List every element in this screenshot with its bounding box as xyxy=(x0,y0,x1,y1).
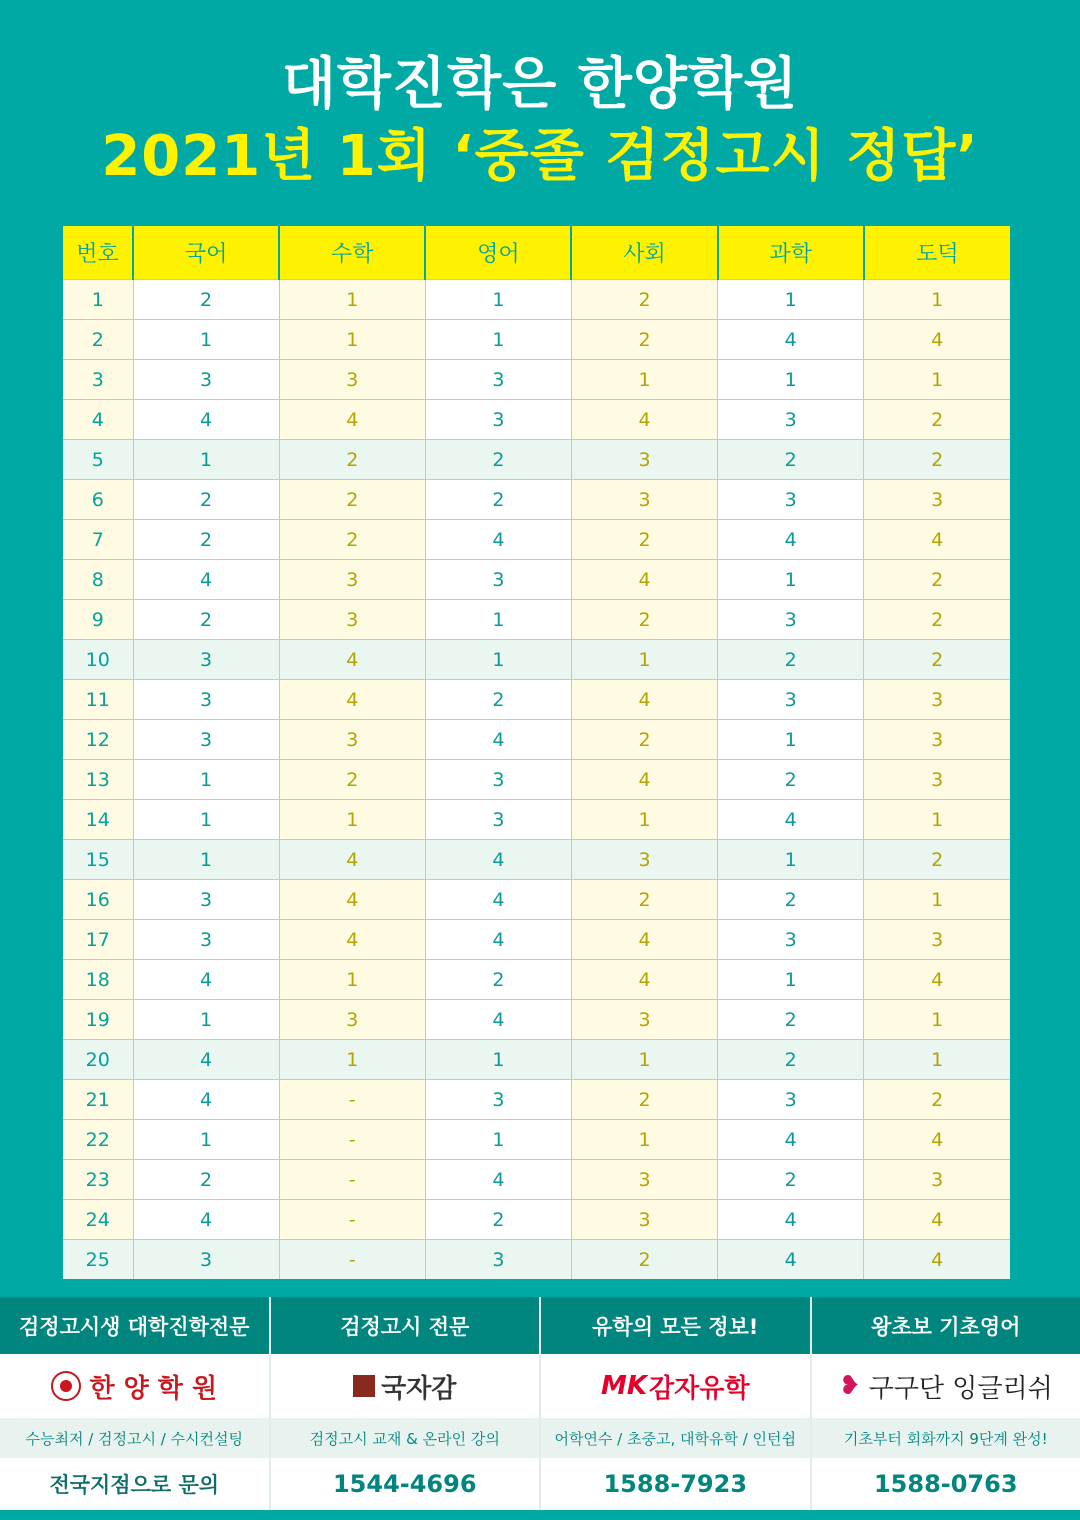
cell-math: 4 xyxy=(279,400,425,440)
cell-number: 2 xyxy=(63,320,133,360)
ad-logo xyxy=(0,1354,269,1418)
cell-korean: 4 xyxy=(133,1080,279,1120)
cell-korean: 2 xyxy=(133,520,279,560)
cell-math: 4 xyxy=(279,880,425,920)
cell-social: 4 xyxy=(571,960,717,1000)
cell-math: 1 xyxy=(279,800,425,840)
cell-number: 14 xyxy=(63,800,133,840)
cell-english: 1 xyxy=(425,1120,571,1160)
cell-math: 4 xyxy=(279,640,425,680)
cell-math: 1 xyxy=(279,960,425,1000)
cell-english: 4 xyxy=(425,520,571,560)
page-title: 대학진학은 한양학원 xyxy=(281,52,799,117)
table-row xyxy=(63,360,1010,400)
table-row xyxy=(63,440,1010,480)
ad-description: 수능최저 / 검정고시 / 수시컨설팅 xyxy=(0,1418,269,1458)
cell-social: 4 xyxy=(571,680,717,720)
table-row xyxy=(63,1000,1010,1040)
ad-description: 어학연수 / 초중고, 대학유학 / 인턴쉽 xyxy=(541,1418,810,1458)
ad-contact[interactable]: 1588-7923 xyxy=(541,1458,810,1510)
cell-ethics: 4 xyxy=(864,960,1010,1000)
cell-ethics: 1 xyxy=(864,800,1010,840)
cell-english: 1 xyxy=(425,280,571,320)
cell-science: 4 xyxy=(718,800,864,840)
cell-math: 4 xyxy=(279,680,425,720)
table-row xyxy=(63,680,1010,720)
table-row xyxy=(63,880,1010,920)
cell-english: 4 xyxy=(425,880,571,920)
cell-math: 4 xyxy=(279,840,425,880)
cell-english: 3 xyxy=(425,1080,571,1120)
cell-english: 1 xyxy=(425,640,571,680)
table-row xyxy=(63,1040,1010,1080)
table-row xyxy=(63,800,1010,840)
ad-heading: 검정고시 전문 xyxy=(271,1297,540,1354)
ad-description: 검정고시 교재 & 온라인 강의 xyxy=(271,1418,540,1458)
cell-korean: 4 xyxy=(133,560,279,600)
table-row xyxy=(63,760,1010,800)
cell-science: 2 xyxy=(718,640,864,680)
cell-number: 16 xyxy=(63,880,133,920)
cell-ethics: 4 xyxy=(864,1200,1010,1240)
logo-text: 감자유학 xyxy=(649,1373,750,1404)
cell-number: 5 xyxy=(63,440,133,480)
cell-ethics: 4 xyxy=(864,1120,1010,1160)
cell-korean: 3 xyxy=(133,1240,279,1280)
table-header-row xyxy=(63,226,1010,280)
cell-ethics: 2 xyxy=(864,400,1010,440)
cell-ethics: 4 xyxy=(864,520,1010,560)
ad-heading: 유학의 모든 정보! xyxy=(541,1297,810,1354)
cell-science: 3 xyxy=(718,400,864,440)
table-row xyxy=(63,1120,1010,1160)
cell-ethics: 3 xyxy=(864,1160,1010,1200)
cell-korean: 3 xyxy=(133,720,279,760)
table-row xyxy=(63,1200,1010,1240)
cell-ethics: 1 xyxy=(864,360,1010,400)
cell-ethics: 1 xyxy=(864,1000,1010,1040)
cell-korean: 4 xyxy=(133,960,279,1000)
cell-korean: 3 xyxy=(133,360,279,400)
cell-korean: 4 xyxy=(133,1200,279,1240)
table-row xyxy=(63,560,1010,600)
cell-english: 3 xyxy=(425,360,571,400)
cell-english: 2 xyxy=(425,480,571,520)
cell-number: 25 xyxy=(63,1240,133,1280)
ad-logo xyxy=(812,1354,1080,1418)
cell-math: 1 xyxy=(279,280,425,320)
logo-text: 국자감 xyxy=(381,1373,457,1404)
cell-korean: 3 xyxy=(133,640,279,680)
cell-number: 12 xyxy=(63,720,133,760)
cell-number: 15 xyxy=(63,840,133,880)
mk-logo-prefix: MK xyxy=(601,1371,648,1401)
cell-korean: 1 xyxy=(133,800,279,840)
cell-english: 4 xyxy=(425,720,571,760)
cell-social: 2 xyxy=(571,880,717,920)
header-science: 과학 xyxy=(718,226,864,280)
cell-korean: 1 xyxy=(133,760,279,800)
cell-ethics: 4 xyxy=(864,1240,1010,1280)
cell-english: 4 xyxy=(425,1160,571,1200)
cell-number: 23 xyxy=(63,1160,133,1200)
cell-english: 4 xyxy=(425,1000,571,1040)
cell-korean: 2 xyxy=(133,600,279,640)
cell-social: 1 xyxy=(571,640,717,680)
table-row xyxy=(63,640,1010,680)
cell-ethics: 3 xyxy=(864,480,1010,520)
cell-number: 22 xyxy=(63,1120,133,1160)
header-number: 번호 xyxy=(63,226,133,280)
cell-math: 3 xyxy=(279,720,425,760)
cell-social: 3 xyxy=(571,1160,717,1200)
cell-science: 4 xyxy=(718,1240,864,1280)
cell-social: 2 xyxy=(571,520,717,560)
cell-ethics: 1 xyxy=(864,1040,1010,1080)
cell-social: 3 xyxy=(571,440,717,480)
table-row xyxy=(63,480,1010,520)
cell-science: 3 xyxy=(718,480,864,520)
cell-social: 1 xyxy=(571,800,717,840)
cell-english: 3 xyxy=(425,1240,571,1280)
table-row xyxy=(63,280,1010,320)
cell-social: 1 xyxy=(571,1120,717,1160)
cell-science: 4 xyxy=(718,1200,864,1240)
cell-korean: 3 xyxy=(133,880,279,920)
header-ethics: 도덕 xyxy=(864,226,1010,280)
cell-english: 1 xyxy=(425,1040,571,1080)
table-row xyxy=(63,960,1010,1000)
cell-science: 2 xyxy=(718,440,864,480)
cell-math: 2 xyxy=(279,480,425,520)
cell-korean: 2 xyxy=(133,280,279,320)
cell-math: 3 xyxy=(279,560,425,600)
cell-english: 2 xyxy=(425,1200,571,1240)
cell-number: 4 xyxy=(63,400,133,440)
cell-math: 2 xyxy=(279,760,425,800)
cell-korean: 1 xyxy=(133,1000,279,1040)
cell-korean: 1 xyxy=(133,440,279,480)
cell-number: 20 xyxy=(63,1040,133,1080)
cell-korean: 1 xyxy=(133,1120,279,1160)
cell-math: - xyxy=(279,1240,425,1280)
cell-science: 1 xyxy=(718,840,864,880)
cell-number: 8 xyxy=(63,560,133,600)
hanyang-emblem-icon xyxy=(51,1371,81,1401)
cell-social: 3 xyxy=(571,840,717,880)
cell-social: 3 xyxy=(571,1200,717,1240)
cell-english: 2 xyxy=(425,440,571,480)
cell-math: 3 xyxy=(279,360,425,400)
cell-korean: 2 xyxy=(133,1160,279,1200)
cell-science: 3 xyxy=(718,600,864,640)
cell-math: 1 xyxy=(279,320,425,360)
cell-science: 2 xyxy=(718,760,864,800)
cell-social: 2 xyxy=(571,600,717,640)
cell-ethics: 3 xyxy=(864,720,1010,760)
cell-science: 1 xyxy=(718,560,864,600)
ad-gukjagam[interactable] xyxy=(271,1297,542,1520)
cell-english: 3 xyxy=(425,560,571,600)
cell-number: 17 xyxy=(63,920,133,960)
bottom-bar xyxy=(0,1510,1080,1520)
cell-ethics: 2 xyxy=(864,600,1010,640)
table-row xyxy=(63,400,1010,440)
cell-science: 1 xyxy=(718,720,864,760)
cell-ethics: 4 xyxy=(864,320,1010,360)
cell-social: 1 xyxy=(571,1040,717,1080)
cell-korean: 3 xyxy=(133,680,279,720)
cell-math: 2 xyxy=(279,440,425,480)
ad-hanyang[interactable] xyxy=(0,1297,271,1520)
header-social: 사회 xyxy=(571,226,717,280)
cell-science: 3 xyxy=(718,680,864,720)
cell-ethics: 2 xyxy=(864,640,1010,680)
cell-ethics: 2 xyxy=(864,840,1010,880)
cell-social: 2 xyxy=(571,280,717,320)
cell-social: 2 xyxy=(571,1080,717,1120)
cell-ethics: 1 xyxy=(864,880,1010,920)
cell-number: 10 xyxy=(63,640,133,680)
footer-ads xyxy=(0,1297,1080,1520)
cell-english: 2 xyxy=(425,680,571,720)
cell-ethics: 3 xyxy=(864,760,1010,800)
cell-ethics: 2 xyxy=(864,1080,1010,1120)
cell-science: 1 xyxy=(718,280,864,320)
cell-math: 3 xyxy=(279,1000,425,1040)
table-row xyxy=(63,520,1010,560)
cell-english: 3 xyxy=(425,760,571,800)
cell-science: 2 xyxy=(718,1040,864,1080)
cell-number: 7 xyxy=(63,520,133,560)
cell-ethics: 3 xyxy=(864,920,1010,960)
cell-social: 4 xyxy=(571,560,717,600)
header-english: 영어 xyxy=(425,226,571,280)
cell-korean: 4 xyxy=(133,400,279,440)
cell-english: 4 xyxy=(425,840,571,880)
cell-social: 4 xyxy=(571,760,717,800)
cell-number: 13 xyxy=(63,760,133,800)
cell-math: 1 xyxy=(279,1040,425,1080)
cell-science: 1 xyxy=(718,360,864,400)
table-row xyxy=(63,720,1010,760)
cell-science: 2 xyxy=(718,1160,864,1200)
cell-math: - xyxy=(279,1200,425,1240)
logo-text: 구구단 잉글리쉬 xyxy=(868,1373,1053,1404)
cell-number: 21 xyxy=(63,1080,133,1120)
cell-ethics: 2 xyxy=(864,440,1010,480)
table-row xyxy=(63,600,1010,640)
cell-number: 3 xyxy=(63,360,133,400)
cell-english: 4 xyxy=(425,920,571,960)
table-row xyxy=(63,1080,1010,1120)
table-row xyxy=(63,1240,1010,1280)
cell-korean: 1 xyxy=(133,840,279,880)
cell-social: 2 xyxy=(571,320,717,360)
cell-social: 1 xyxy=(571,360,717,400)
table-row xyxy=(63,920,1010,960)
table-row xyxy=(63,320,1010,360)
cell-number: 6 xyxy=(63,480,133,520)
header-korean: 국어 xyxy=(133,226,279,280)
ad-logo xyxy=(541,1354,810,1418)
cell-number: 24 xyxy=(63,1200,133,1240)
cell-math: 4 xyxy=(279,920,425,960)
cell-math: 2 xyxy=(279,520,425,560)
cell-science: 2 xyxy=(718,1000,864,1040)
cell-english: 3 xyxy=(425,800,571,840)
cell-social: 3 xyxy=(571,1000,717,1040)
cell-ethics: 3 xyxy=(864,680,1010,720)
cell-science: 4 xyxy=(718,1120,864,1160)
answer-table xyxy=(63,226,1010,1279)
ad-contact: 전국지점으로 문의 xyxy=(0,1458,269,1510)
ad-gamja[interactable] xyxy=(541,1297,812,1520)
table-row xyxy=(63,840,1010,880)
cell-english: 2 xyxy=(425,960,571,1000)
cell-math: - xyxy=(279,1080,425,1120)
ad-contact[interactable]: 1588-0763 xyxy=(812,1458,1080,1510)
header-math: 수학 xyxy=(279,226,425,280)
cell-ethics: 1 xyxy=(864,280,1010,320)
page-subtitle: 2021년 1회 ‘중졸 검정고시 정답’ xyxy=(101,124,979,189)
book-seal-icon xyxy=(353,1375,375,1397)
ad-gugudan[interactable] xyxy=(812,1297,1080,1520)
cell-korean: 2 xyxy=(133,480,279,520)
cell-number: 11 xyxy=(63,680,133,720)
cell-science: 3 xyxy=(718,1080,864,1120)
logo-text: 한 양 학 원 xyxy=(89,1373,218,1404)
cell-science: 4 xyxy=(718,520,864,560)
table-row xyxy=(63,1160,1010,1200)
cell-number: 9 xyxy=(63,600,133,640)
cell-korean: 3 xyxy=(133,920,279,960)
cell-social: 3 xyxy=(571,480,717,520)
cell-math: 3 xyxy=(279,600,425,640)
ad-heading: 검정고시생 대학진학전문 xyxy=(0,1297,269,1354)
cell-math: - xyxy=(279,1160,425,1200)
cell-korean: 4 xyxy=(133,1040,279,1080)
cell-science: 3 xyxy=(718,920,864,960)
cell-number: 18 xyxy=(63,960,133,1000)
cell-science: 2 xyxy=(718,880,864,920)
cell-english: 1 xyxy=(425,320,571,360)
ad-contact[interactable]: 1544-4696 xyxy=(271,1458,540,1510)
ad-logo xyxy=(271,1354,540,1418)
cell-social: 4 xyxy=(571,400,717,440)
ad-heading: 왕초보 기초영어 xyxy=(812,1297,1080,1354)
ad-description: 기초부터 회화까지 9단계 완성! xyxy=(812,1418,1080,1458)
cell-math: - xyxy=(279,1120,425,1160)
cell-number: 19 xyxy=(63,1000,133,1040)
cell-social: 2 xyxy=(571,720,717,760)
cell-korean: 1 xyxy=(133,320,279,360)
cell-english: 1 xyxy=(425,600,571,640)
cell-social: 4 xyxy=(571,920,717,960)
cell-ethics: 2 xyxy=(864,560,1010,600)
cell-science: 1 xyxy=(718,960,864,1000)
cell-science: 4 xyxy=(718,320,864,360)
cell-number: 1 xyxy=(63,280,133,320)
cell-social: 2 xyxy=(571,1240,717,1280)
cell-english: 3 xyxy=(425,400,571,440)
bird-icon: ❥ xyxy=(838,1371,861,1401)
